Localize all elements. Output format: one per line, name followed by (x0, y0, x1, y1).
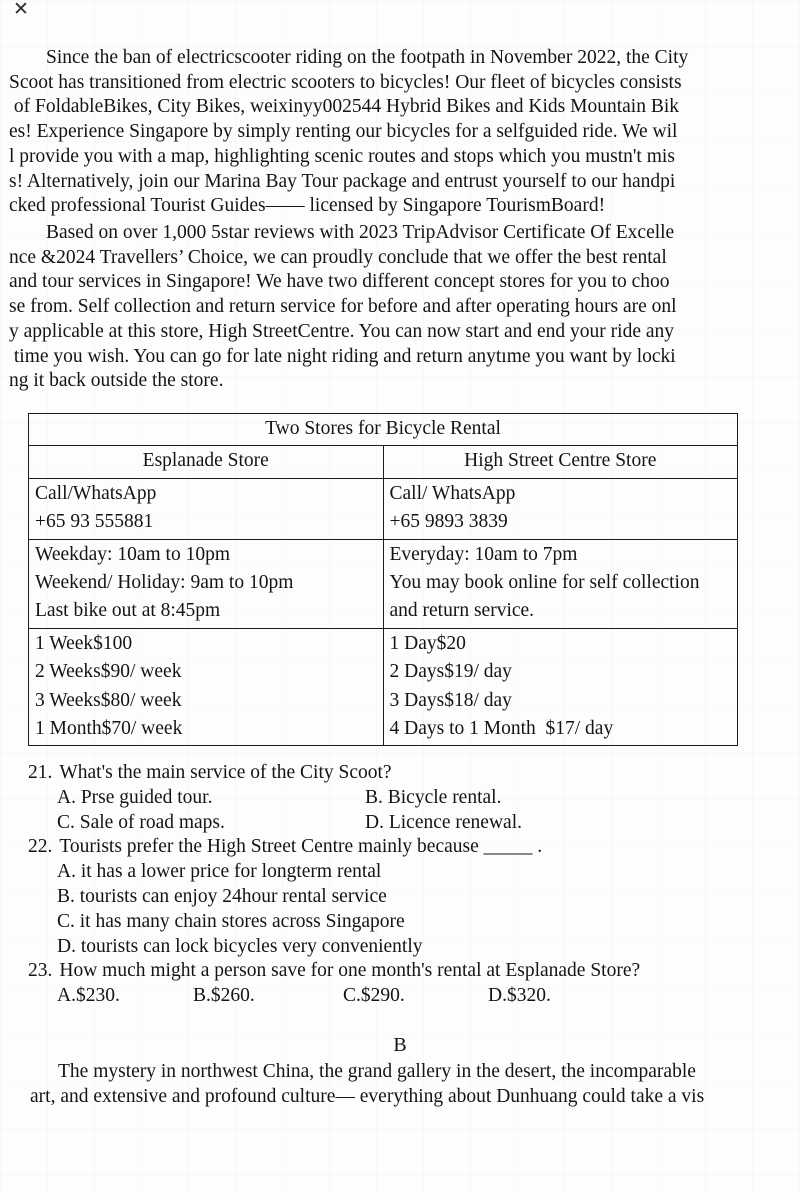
text-line: The mystery in northwest China, the grand gallery in the desert, the incomparable (58, 1061, 696, 1082)
cell-highstreet-prices (383, 628, 738, 746)
text-line: Scoot has transitioned from electric scooters to bicycles! Our fleet of bicycles consists (9, 71, 682, 93)
text-line: You may book online for self collection (389, 572, 700, 594)
text-line: Since the ban of electricscooter riding on the footpath in November 2022, the City (46, 47, 689, 68)
text-line: cked professional Tourist Guides—— licensed by Singapore TourismBoard! (9, 195, 606, 217)
questions-block (28, 761, 792, 1009)
question-21-option-b: B. Bicycle rental. (365, 786, 502, 808)
table-row-prices (29, 628, 738, 746)
cell-esplanade-prices (29, 628, 384, 746)
question-21-text: What's the main service of the City Scoot? (59, 762, 392, 783)
passage-b-paragraph (30, 1060, 790, 1109)
text-line: s! Alternatively, join our Marina Bay Tour package and entrust yourself to our handpi (9, 170, 676, 192)
text-line: Based on over 1,000 5star reviews with 2023 TripAdvisor Certificate Of Excelle (46, 222, 675, 243)
table-title: Two Stores for Bicycle Rental (29, 414, 738, 446)
text-line: 2 Days$19/ day (389, 661, 512, 683)
question-23-text: How much might a person save for one month's rental at Esplanade Store? (59, 960, 641, 982)
text-line: es! Experience Singapore by simply renting our bicycles for a selfguided ride. We wil (9, 121, 678, 143)
text-line: +65 93 555881 (35, 511, 154, 533)
question-21-number: 21. (28, 762, 53, 783)
question-22-option-d: D. tourists can lock bicycles very conveniently (57, 935, 423, 957)
text-line: Weekend/ Holiday: 9am to 10pm (35, 572, 294, 594)
question-21-options-row-2 (28, 811, 792, 836)
passage-a-paragraph-2 (9, 221, 792, 394)
text-line: 3 Days$18/ day (389, 689, 512, 711)
text-line: Call/ WhatsApp (389, 482, 516, 504)
table-title-row (29, 414, 738, 446)
text-line: 1 Month$70/ week (35, 718, 183, 740)
question-21-options-row-1 (28, 786, 792, 811)
text-line: Call/WhatsApp (35, 482, 157, 504)
question-23-option-b: B.$260. (193, 985, 255, 1007)
column-header-high-street: High Street Centre Store (383, 446, 738, 478)
question-23-option-a: A.$230. (57, 985, 120, 1007)
text-line: Everyday: 10am to 7pm (389, 543, 578, 565)
question-21-option-d: D. Licence renewal. (365, 811, 522, 833)
text-line: y applicable at this store, High StreetCentre. You can now start and end your ride any (9, 320, 675, 342)
question-22-text: Tourists prefer the High Street Centre mainly because _____ . (59, 836, 543, 858)
cell-esplanade-contact (29, 478, 384, 539)
question-23-option-c: C.$290. (343, 985, 405, 1007)
text-line: and return service. (389, 600, 535, 622)
question-22-option-b: B. tourists can enjoy 24hour rental service (57, 885, 387, 907)
section-b-heading: B (393, 1034, 407, 1056)
passage-a-paragraph-1 (9, 46, 792, 219)
text-line: ng it back outside the store. (9, 370, 224, 392)
question-22 (28, 835, 792, 860)
text-line: and tour services in Singapore! We have two different concept stores for you to choo (9, 271, 670, 293)
text-line: time you wish. You can go for late night riding and return anytıme you want by locki (9, 345, 676, 367)
text-line: l provide you with a map, highlighting scenic routes and stops which you mustn't mis (9, 145, 675, 167)
text-line: se from. Self collection and return service for before and after operating hours are onl (9, 296, 677, 318)
text-line: art, and extensive and profound culture— everything about Dunhuang could take a vis (30, 1085, 705, 1107)
table-header-row (29, 446, 738, 478)
text-line: +65 9893 3839 (389, 511, 508, 533)
cell-highstreet-hours (383, 539, 738, 628)
corner-x-mark: ✕ (13, 0, 29, 20)
question-22-option-a: A. it has a lower price for longterm rental (57, 861, 382, 883)
text-line: Weekday: 10am to 10pm (35, 543, 231, 565)
text-line: 4 Days to 1 Month $17/ day (389, 718, 614, 740)
text-line: 1 Week$100 (35, 632, 133, 654)
question-23-option-d: D.$320. (488, 985, 551, 1007)
question-21-option-c: C. Sale of road maps. (57, 811, 225, 833)
question-21 (28, 761, 792, 786)
table-row-contact (29, 478, 738, 539)
question-22-option-c: C. it has many chain stores across Singapore (57, 910, 405, 932)
text-line: 1 Day$20 (389, 632, 466, 654)
text-line: 3 Weeks$80/ week (35, 689, 182, 711)
cell-esplanade-hours (29, 539, 384, 628)
column-header-esplanade: Esplanade Store (29, 446, 384, 478)
question-21-option-a: A. Prse guided tour. (57, 786, 213, 808)
question-23 (28, 959, 792, 984)
text-line: nce &2024 Travellers’ Choice, we can proudly conclude that we offer the best rental (9, 246, 667, 268)
text-line: 2 Weeks$90/ week (35, 661, 182, 683)
text-line: of FoldableBikes, City Bikes, weixinyy002544 Hybrid Bikes and Kids Mountain Bik (9, 96, 680, 118)
table-row-hours (29, 539, 738, 628)
rental-table (28, 413, 738, 746)
question-23-options-row (28, 984, 792, 1009)
text-line: Last bike out at 8:45pm (35, 600, 221, 622)
question-23-number: 23. (28, 960, 53, 982)
cell-highstreet-contact (383, 478, 738, 539)
question-22-number: 22. (28, 836, 53, 858)
